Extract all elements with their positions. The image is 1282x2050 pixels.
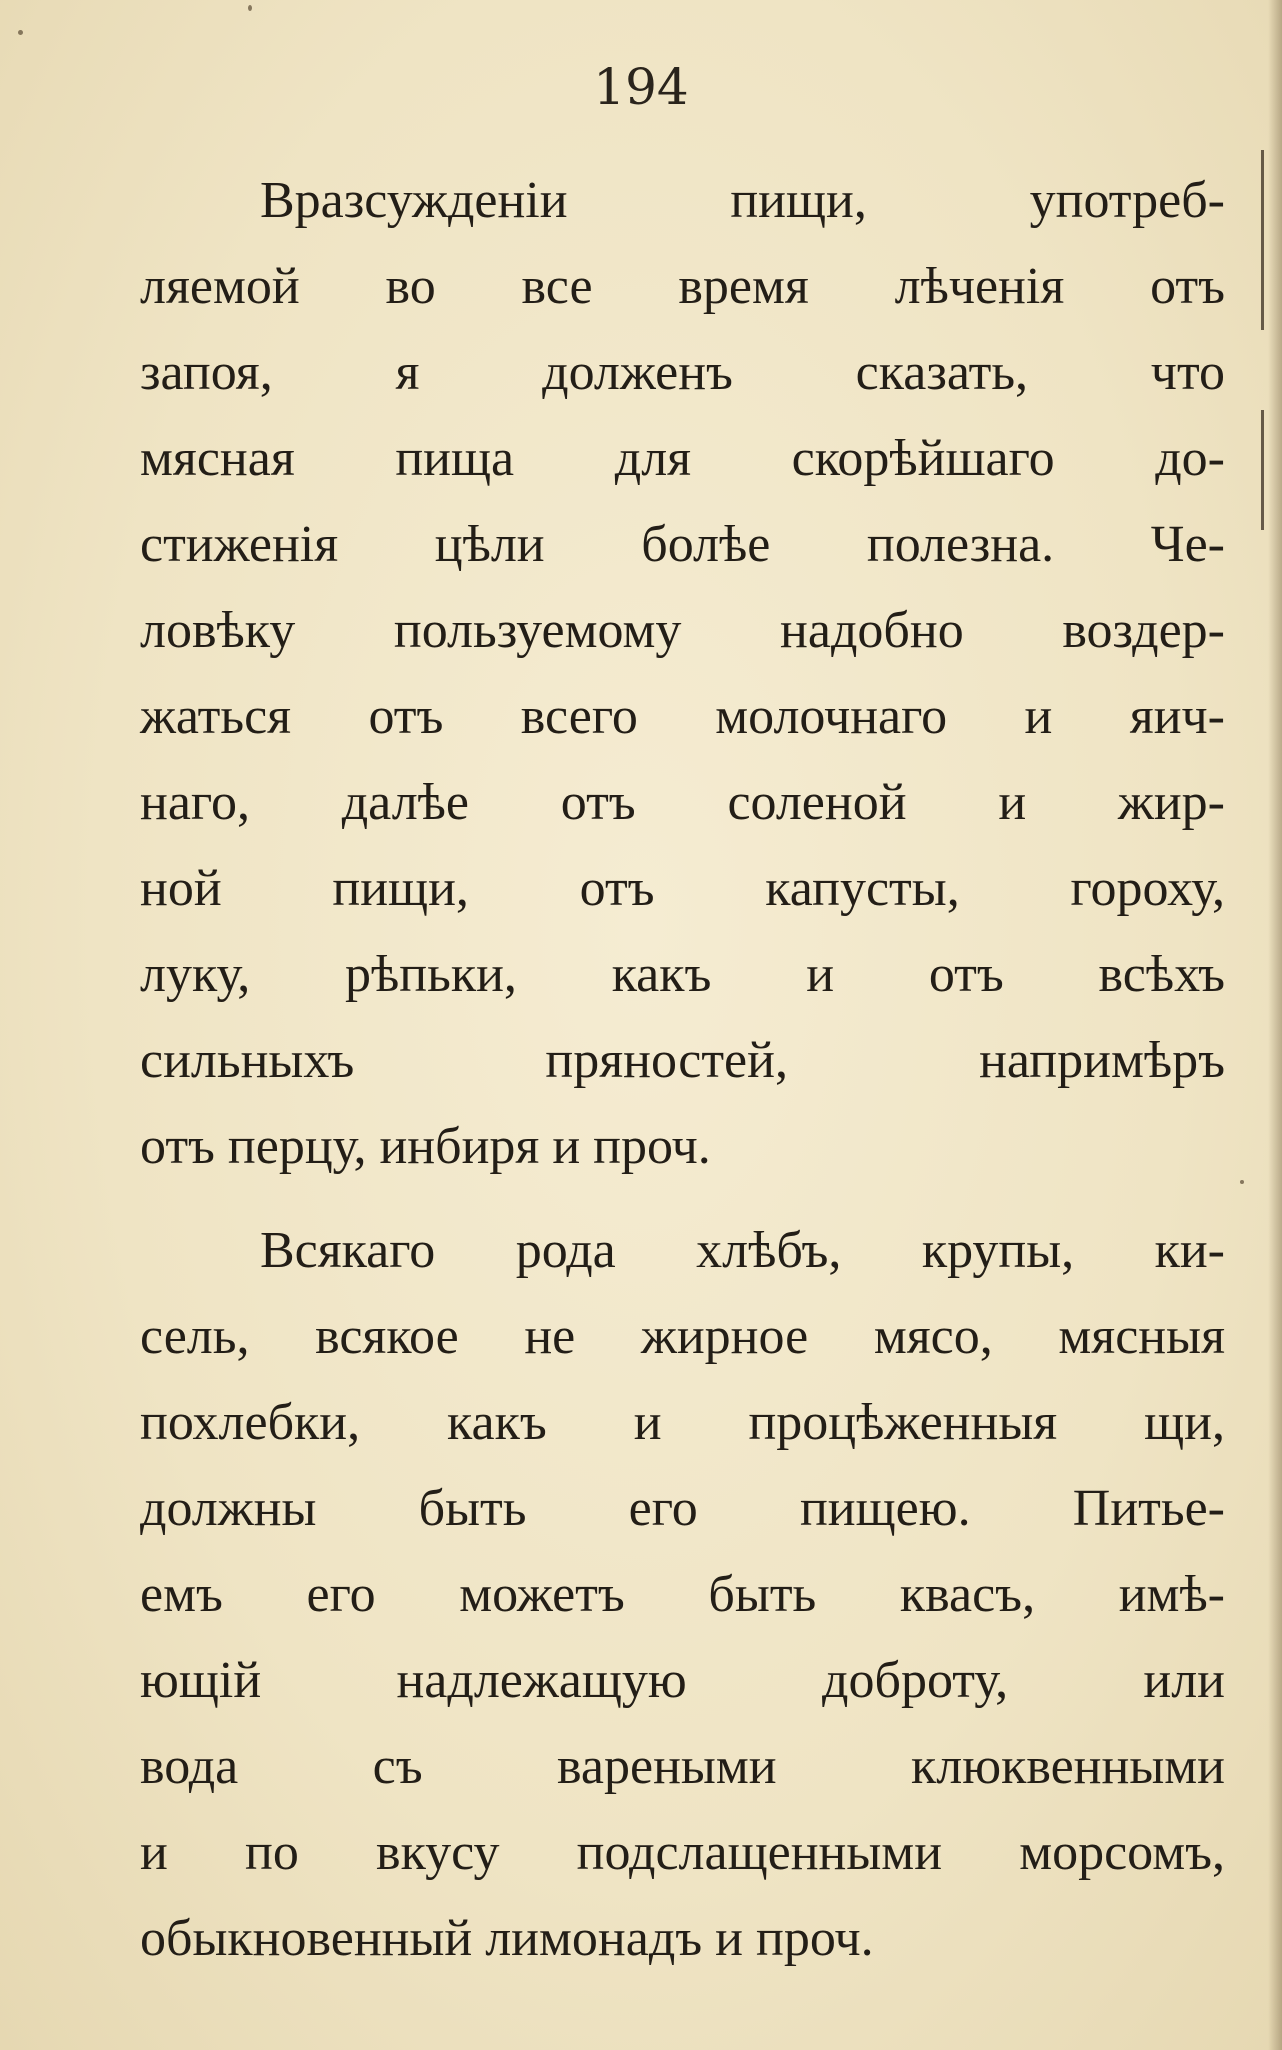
text-line: ющій надлежащую доброту, или	[140, 1652, 1225, 1709]
text-line: сильныхъ пряностей, напримѣръ	[140, 1032, 1225, 1089]
page-edge-shadow	[1268, 0, 1282, 2050]
text-line: ловѣку пользуемому надобно воздер-	[140, 602, 1225, 659]
edge-mark	[1261, 410, 1264, 530]
text-line: емъ его можетъ быть квасъ, имѣ-	[140, 1566, 1225, 1623]
text-line: сель, всякое не жирное мясо, мясныя	[140, 1308, 1225, 1365]
paragraph-1	[140, 158, 1225, 1190]
text-line: мясная пища для скорѣйшаго до-	[140, 430, 1225, 487]
text-line: жаться отъ всего молочнаго и яич-	[140, 688, 1225, 745]
text-line: обыкновенный лимонадъ и проч.	[140, 1910, 874, 1967]
text-line: вода съ вареными клюквенными	[140, 1738, 1225, 1795]
text-line: Вразсужденіи пищи, употреб-	[260, 172, 1225, 229]
paper-speck	[1240, 1180, 1244, 1184]
paper-speck	[18, 30, 23, 35]
paragraph-2	[140, 1208, 1225, 1982]
text-line: стиженія цѣли болѣе полезна. Че-	[140, 516, 1225, 573]
edge-mark	[1261, 150, 1264, 330]
page-number: 194	[593, 58, 689, 116]
text-line: ляемой во все время лѣченія отъ	[140, 258, 1225, 315]
text-line: должны быть его пищею. Питье-	[140, 1480, 1225, 1537]
text-line: отъ перцу, инбиря и проч.	[140, 1118, 711, 1175]
text-line: наго, далѣе отъ соленой и жир-	[140, 774, 1225, 831]
text-line: Всякаго рода хлѣбъ, крупы, ки-	[260, 1222, 1225, 1279]
paper-speck	[248, 5, 252, 11]
text-line: похлебки, какъ и процѣженныя щи,	[140, 1394, 1225, 1451]
text-line: луку, рѣпьки, какъ и отъ всѣхъ	[140, 946, 1225, 1003]
text-line: и по вкусу подслащенными морсомъ,	[140, 1824, 1225, 1881]
text-line: запоя, я долженъ сказать, что	[140, 344, 1225, 401]
text-line: ной пищи, отъ капусты, гороху,	[140, 860, 1225, 917]
